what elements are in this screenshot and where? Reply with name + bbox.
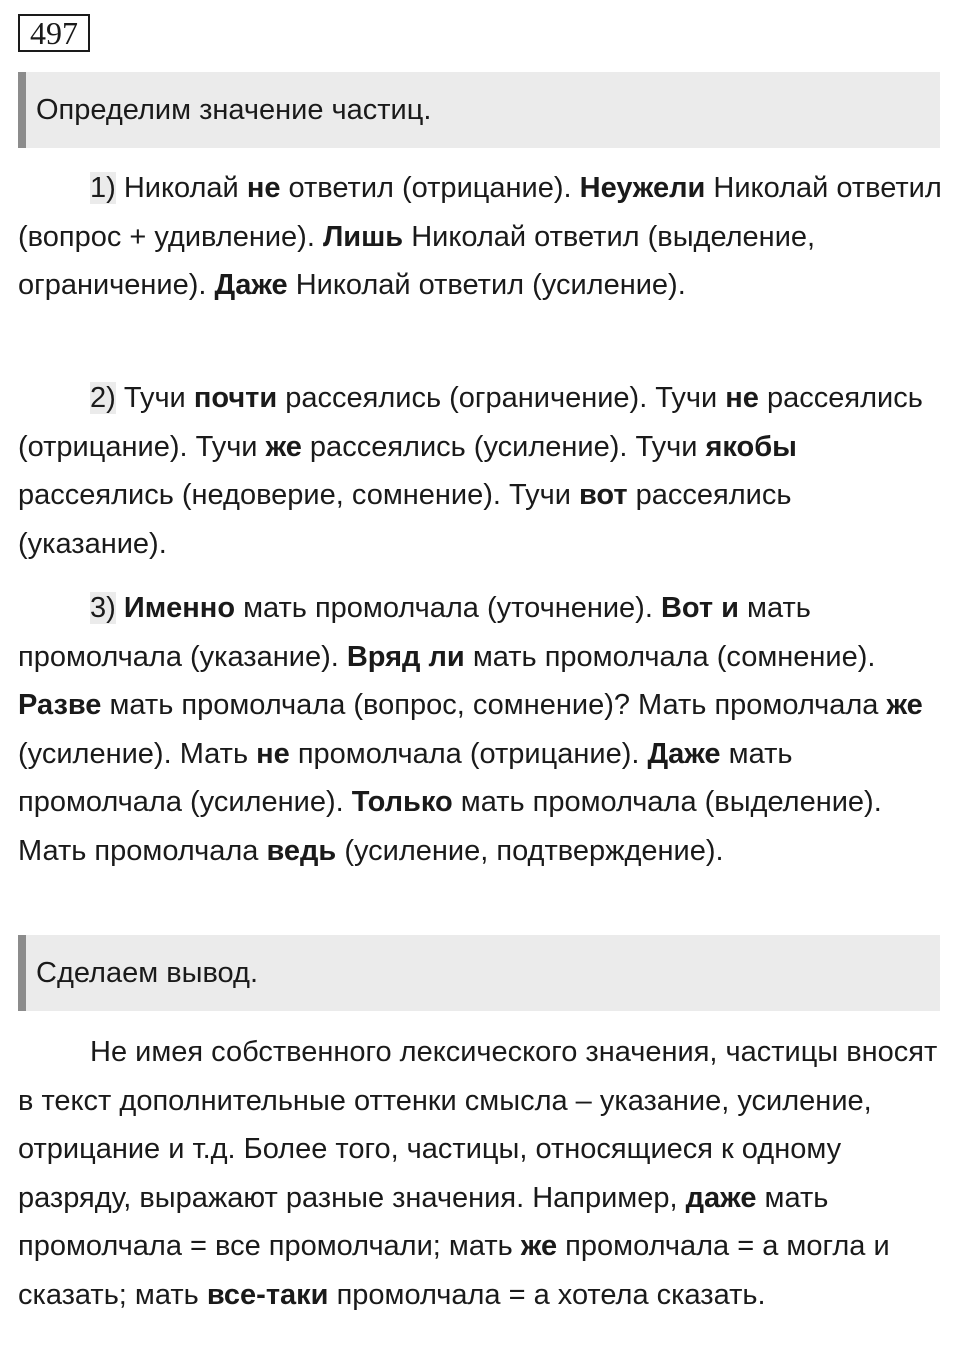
particle: не bbox=[256, 737, 290, 770]
paragraph-conclusion: Не имея собственного лексического значения, частицы вносят в текст дополнительные оттенки смысла – указание, усиление, отрицание и т.д. Более того, частицы, относящиеся к одному разряду, выражают разные значения. Например, даже мать промолчала = все промолчали; мать же промолчала = а могла и сказать; мать все-таки промолчала = а хотела сказать. bbox=[18, 1036, 938, 1311]
particle: Лишь bbox=[322, 220, 404, 253]
item-number: 2) bbox=[90, 382, 116, 414]
item-number: 1) bbox=[90, 172, 116, 204]
section-header-particles bbox=[18, 72, 940, 148]
particle: все-таки bbox=[206, 1278, 329, 1311]
particle: Даже bbox=[647, 737, 721, 770]
item-number: 3) bbox=[90, 592, 116, 624]
section-title: Определим значение частиц. bbox=[36, 94, 432, 126]
particle: же bbox=[265, 430, 302, 463]
particle: Вот и bbox=[660, 592, 739, 624]
particle: Даже bbox=[214, 269, 288, 301]
particle: Разве bbox=[18, 689, 102, 721]
particle: Только bbox=[351, 786, 453, 818]
particle: вот bbox=[578, 479, 628, 511]
particle: не bbox=[246, 172, 281, 204]
particle: почти bbox=[193, 382, 278, 414]
section-title: Сделаем вывод. bbox=[36, 957, 259, 989]
paragraph-item-1: 1) Николай не ответил (отрицание). Неужели Николай ответил (вопрос + удивление). Лишь Николай ответил (выделение, ограничение). Даже Николай ответил (усиление). bbox=[18, 172, 942, 301]
particle: не bbox=[725, 382, 759, 414]
paragraph-item-3: 3) Именно мать промолчала (уточнение). Вот и мать промолчала (указание). Вряд ли мать промолчала (сомнение). Разве мать промолчала (вопрос, сомнение)? Мать промолчала же (усиление). Мать не промолчала (отрицание). Даже мать промолчала (усиление). Только мать промолчала (выделение). Мать промолчала ведь (усиление, подтверждение). bbox=[18, 592, 923, 867]
particle: даже bbox=[685, 1181, 757, 1214]
task-number: 497 bbox=[18, 14, 90, 52]
section-header-conclusion bbox=[18, 935, 940, 1011]
particle: Вряд ли bbox=[346, 640, 465, 673]
particle: же bbox=[886, 689, 923, 721]
particle: якобы bbox=[705, 430, 797, 463]
particle: же bbox=[520, 1230, 558, 1262]
particle: Именно bbox=[123, 592, 236, 624]
particle: ведь bbox=[266, 834, 337, 867]
particle: Неужели bbox=[579, 172, 706, 204]
paragraph-item-2: 2) Тучи почти рассеялись (ограничение). Тучи не рассеялись (отрицание). Тучи же рассеялись (усиление). Тучи якобы рассеялись (недоверие, сомнение). Тучи вот рассеялись (указание). bbox=[18, 382, 923, 560]
